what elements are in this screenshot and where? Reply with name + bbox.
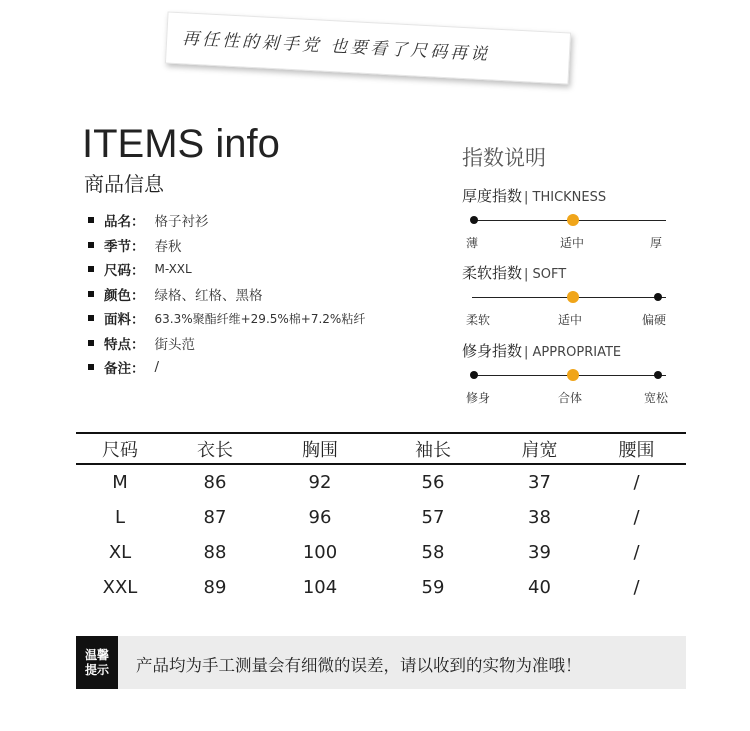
table-row xyxy=(76,535,686,570)
table-cell: / xyxy=(633,541,640,563)
scale-ticks xyxy=(462,311,672,327)
table-cell: 58 xyxy=(421,541,445,563)
bullet-square-icon xyxy=(88,291,94,297)
attribute-key: 备注： xyxy=(104,361,145,378)
table-cell: 96 xyxy=(308,506,332,528)
bullet-square-icon xyxy=(88,315,94,321)
index-scale xyxy=(462,367,672,385)
table-header-row xyxy=(76,434,686,463)
fit-index xyxy=(462,340,672,405)
tick-label: 适中 xyxy=(560,236,585,250)
attribute-key: 季节： xyxy=(104,238,145,255)
attribute-key: 面料： xyxy=(104,312,145,329)
attribute-key: 颜色： xyxy=(104,287,145,304)
index-label-en: | THICKNESS xyxy=(524,190,607,205)
attribute-key: 特点： xyxy=(104,336,145,353)
table-cell: 38 xyxy=(528,506,551,528)
header-cell: 腰围 xyxy=(618,439,655,461)
index-scale xyxy=(462,212,672,230)
attribute-item xyxy=(88,233,365,258)
table-cell: 104 xyxy=(302,576,338,598)
scale-dot-high xyxy=(654,293,662,301)
index-label-en: | SOFT xyxy=(524,267,567,282)
table-cell: 59 xyxy=(421,576,445,598)
header-cell: 袖长 xyxy=(415,439,451,461)
index-label xyxy=(462,185,672,206)
header-cell: 胸围 xyxy=(302,439,338,461)
reminder-badge-line1: 温馨 xyxy=(84,647,109,662)
bullet-square-icon xyxy=(88,364,94,370)
index-label-cn: 柔软指数 xyxy=(462,264,523,282)
reminder-badge-line2: 提示 xyxy=(84,662,109,677)
table-cell: 100 xyxy=(302,541,338,563)
index-title: 指数说明 xyxy=(462,146,546,170)
index-label-cn: 厚度指数 xyxy=(462,187,523,205)
size-table xyxy=(76,432,686,605)
attribute-item xyxy=(88,355,365,380)
tick-label: 修身 xyxy=(466,391,491,405)
table-cell: 88 xyxy=(203,541,227,563)
bullet-square-icon xyxy=(88,266,94,272)
items-title: ITEMS info xyxy=(82,122,280,166)
bullet-square-icon xyxy=(88,242,94,248)
attribute-value: 格子衬衫 xyxy=(154,214,209,231)
attribute-value: M-XXL xyxy=(154,262,192,277)
reminder-badge xyxy=(76,636,118,689)
scale-dot-selected xyxy=(567,214,579,226)
scale-dot-selected xyxy=(567,291,579,303)
items-subtitle: 商品信息 xyxy=(84,172,164,196)
table-cell: / xyxy=(633,471,640,493)
attribute-value: 春秋 xyxy=(154,238,182,255)
scale-ticks xyxy=(462,234,672,250)
reminder-note xyxy=(76,636,686,689)
header-cell: 衣长 xyxy=(197,439,233,461)
table-cell: 89 xyxy=(203,576,227,598)
tick-label: 薄 xyxy=(466,236,479,250)
table-cell: / xyxy=(633,576,640,598)
index-scale xyxy=(462,289,672,307)
attribute-key: 品名： xyxy=(104,214,145,231)
attribute-value: 63.3%聚酯纤维+29.5%棉+7.2%粘纤 xyxy=(154,311,366,326)
attribute-item xyxy=(88,306,365,331)
tick-label: 厚 xyxy=(650,236,663,250)
tick-label: 适中 xyxy=(558,313,583,327)
table-cell: 92 xyxy=(308,471,332,493)
scale-dot-low xyxy=(470,371,478,379)
table-cell: XXL xyxy=(102,576,138,598)
header-cell: 尺码 xyxy=(102,439,138,461)
bullet-square-icon xyxy=(88,217,94,223)
reminder-text: 产品均为手工测量会有细微的误差，请以收到的实物为准哦！ xyxy=(136,656,582,675)
attribute-value: 绿格、红格、黑格 xyxy=(154,287,263,304)
attribute-item xyxy=(88,208,365,233)
table-cell: 56 xyxy=(421,471,445,493)
header-cell: 肩宽 xyxy=(521,439,558,461)
table-cell: 57 xyxy=(421,506,445,528)
tick-label: 合体 xyxy=(558,391,583,405)
scale-dot-high xyxy=(654,371,662,379)
index-label xyxy=(462,340,672,361)
table-cell: L xyxy=(114,506,126,528)
table-cell: 40 xyxy=(528,576,551,598)
table-cell: 37 xyxy=(528,471,551,493)
attribute-value: / xyxy=(154,359,160,376)
bullet-square-icon xyxy=(88,340,94,346)
attribute-key: 尺码： xyxy=(104,263,145,280)
table-cell: 86 xyxy=(203,471,227,493)
attribute-list xyxy=(88,208,365,380)
tick-label: 偏硬 xyxy=(642,313,667,327)
thickness-index xyxy=(462,185,672,250)
table-cell: 39 xyxy=(528,541,551,563)
table-cell: 87 xyxy=(203,506,227,528)
index-label-cn: 修身指数 xyxy=(462,342,523,360)
attribute-item xyxy=(88,331,365,356)
banner-slogan: 再任性的剁手党 也要看了尺码再说 xyxy=(181,28,491,65)
tick-label: 柔软 xyxy=(466,313,491,327)
attribute-item xyxy=(88,257,365,282)
attribute-value: 街头范 xyxy=(154,336,195,353)
table-row xyxy=(76,570,686,605)
table-row xyxy=(76,465,686,500)
table-cell: XL xyxy=(108,541,132,563)
index-label-en: | APPROPRIATE xyxy=(524,345,622,360)
softness-index xyxy=(462,262,672,327)
table-cell: / xyxy=(633,506,640,528)
index-label xyxy=(462,262,672,283)
table-cell: M xyxy=(112,471,128,493)
attribute-item xyxy=(88,282,365,307)
scale-dot-low xyxy=(470,216,478,224)
scale-ticks xyxy=(462,389,672,405)
table-row xyxy=(76,500,686,535)
tick-label: 宽松 xyxy=(644,391,669,405)
scale-dot-selected xyxy=(567,369,579,381)
